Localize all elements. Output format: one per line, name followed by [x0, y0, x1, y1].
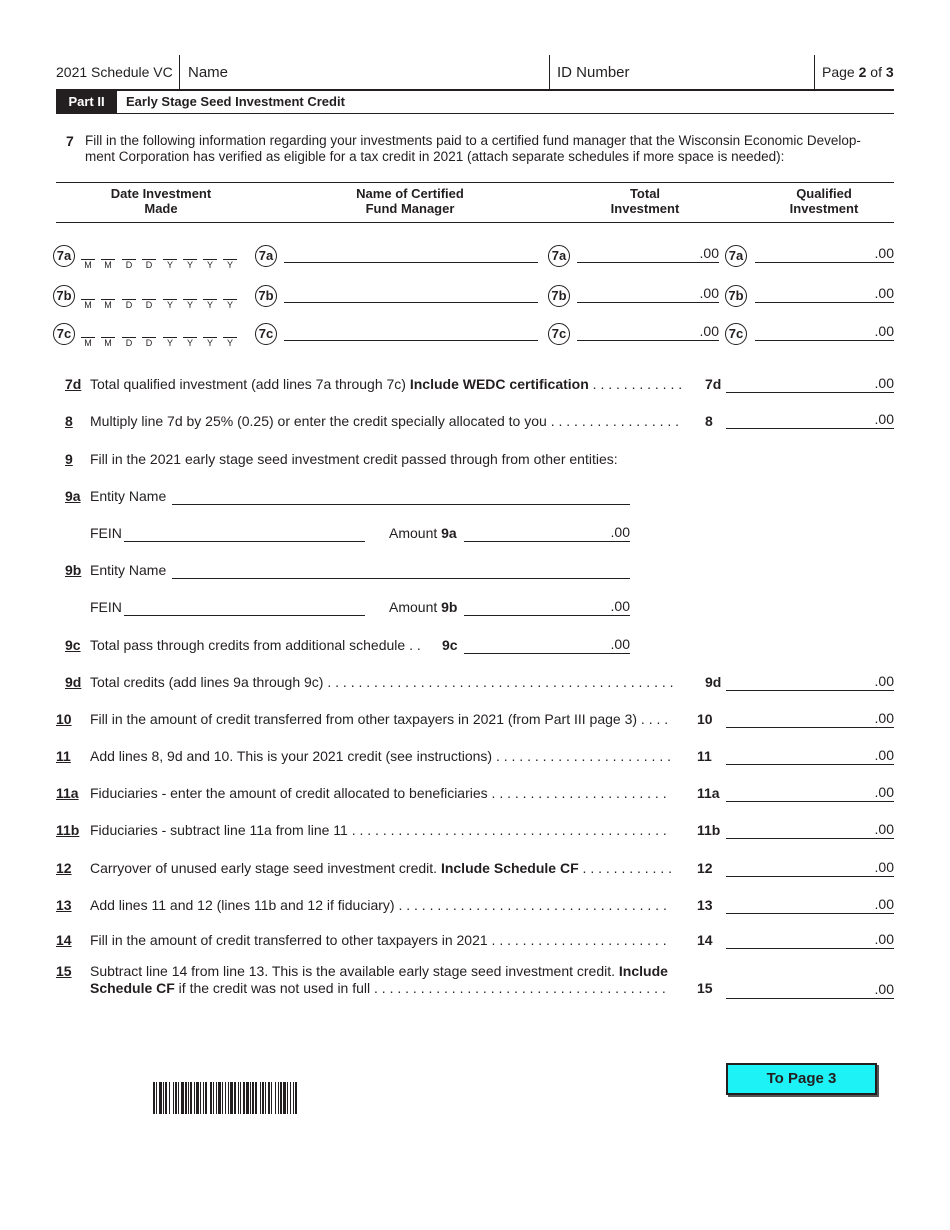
row-7c-total-cents: .00	[699, 323, 719, 339]
line-14-cents: .00	[874, 931, 894, 947]
line-8-number: 8	[65, 413, 73, 429]
line-9b-amount-label: Amount 9b	[389, 599, 458, 615]
line-13-ref: 13	[697, 897, 713, 913]
line-9a-cents: .00	[610, 524, 630, 540]
date-digit-box[interactable]	[163, 291, 177, 300]
row-7c-qualified-investment-field[interactable]	[755, 322, 894, 341]
to-page-3-button[interactable]: To Page 3	[726, 1063, 877, 1095]
row-7a-total-circle: 7a	[548, 245, 570, 267]
line-9c-ref: 9c	[442, 637, 458, 653]
line-11a-number: 11a	[56, 785, 79, 801]
line-15-number: 15	[56, 963, 72, 979]
line-9c-number: 9c	[65, 637, 81, 653]
date-format-letter: Y	[186, 260, 193, 270]
page-indicator: Page 2 of 3	[822, 64, 894, 80]
line-10-text: Fill in the amount of credit transferred from other taxpayers in 2021 (from Part III page 3) . . . .	[90, 711, 669, 727]
line-9b-number: 9b	[65, 562, 82, 578]
date-digit-box[interactable]	[101, 291, 115, 300]
line-14-amount-field[interactable]	[726, 930, 894, 949]
line-15-text-2: Schedule CF if the credit was not used in full . . . . . . . . . . . . . . . . . . . . . . . . . . . . . . . . . . . . . .	[90, 980, 666, 996]
row-7a-date-circle: 7a	[53, 245, 75, 267]
line-12-cents: .00	[874, 859, 894, 875]
date-digit-box[interactable]	[223, 329, 237, 338]
date-digit-box[interactable]	[142, 251, 156, 260]
line-13-number: 13	[56, 897, 72, 913]
row-7a-qualified-circle: 7a	[725, 245, 747, 267]
date-digit-box[interactable]	[183, 251, 197, 260]
line-7d-number: 7d	[65, 376, 82, 392]
date-format-letter: M	[84, 260, 92, 270]
form-name: 2021 Schedule VC	[56, 64, 173, 80]
date-digit-box[interactable]	[163, 329, 177, 338]
date-format-letter: M	[104, 260, 112, 270]
date-digit-box[interactable]	[81, 329, 95, 338]
date-digit-box[interactable]	[163, 251, 177, 260]
line-13-cents: .00	[874, 896, 894, 912]
line-9b-entity-input[interactable]	[172, 560, 630, 579]
date-digit-box[interactable]	[142, 291, 156, 300]
line-9b-fein-input[interactable]	[124, 597, 365, 616]
line-11-cents: .00	[874, 747, 894, 763]
line-7d-amount-field[interactable]	[726, 374, 894, 393]
line-11a-cents: .00	[874, 784, 894, 800]
line-9c-text: Total pass through credits from additional schedule . .	[90, 637, 421, 653]
row-7b-total-investment-field[interactable]	[577, 284, 719, 303]
date-format-letter: Y	[226, 338, 233, 348]
line-9a-entity-label: Entity Name	[90, 488, 167, 504]
date-format-letter: Y	[166, 260, 173, 270]
line-7-text-2: ment Corporation has verified as eligible for a tax credit in 2021 (attach separate schedules if more space is needed):	[85, 149, 785, 164]
line-8-ref: 8	[705, 413, 713, 429]
line-9b-amount-field[interactable]	[464, 597, 630, 616]
line-7d-ref: 7d	[705, 376, 722, 392]
row-7b-date-circle: 7b	[53, 285, 75, 307]
line-9b-fein-label: FEIN	[90, 599, 122, 615]
date-format-letter: M	[104, 338, 112, 348]
line-15-amount-field[interactable]	[726, 980, 894, 999]
date-format-letter: Y	[226, 260, 233, 270]
date-digit-box[interactable]	[122, 251, 136, 260]
line-9d-cents: .00	[874, 673, 894, 689]
date-format-letter: Y	[166, 338, 173, 348]
line-9a-fein-input[interactable]	[124, 523, 365, 542]
line-9d-number: 9d	[65, 674, 82, 690]
row-7b-manager-circle: 7b	[255, 285, 277, 307]
date-format-letter: M	[84, 338, 92, 348]
date-format-letter: M	[104, 300, 112, 310]
line-9a-entity-input[interactable]	[172, 486, 630, 505]
barcode	[153, 1082, 448, 1114]
line-8-cents: .00	[874, 411, 894, 427]
line-11a-text: Fiduciaries - enter the amount of credit allocated to beneficiaries . . . . . . . . . . . . . . . . . . . . . . .	[90, 785, 667, 801]
row-7b-fund-manager-input[interactable]	[284, 284, 538, 303]
line-9a-number: 9a	[65, 488, 81, 504]
row-7c-qualified-cents: .00	[874, 323, 894, 339]
date-format-letter: M	[84, 300, 92, 310]
line-9b-cents: .00	[610, 598, 630, 614]
line-9-number: 9	[65, 451, 73, 467]
row-7a-qualified-investment-field[interactable]	[755, 244, 894, 263]
line-9a-amount-label: Amount 9a	[389, 525, 457, 541]
date-format-letter: D	[125, 260, 133, 270]
name-input[interactable]	[182, 58, 546, 88]
row-7a-fund-manager-input[interactable]	[284, 244, 538, 263]
part-bar	[56, 91, 894, 114]
row-7a-total-cents: .00	[699, 245, 719, 261]
line-9c-cents: .00	[610, 636, 630, 652]
line-11a-amount-field[interactable]	[726, 783, 894, 802]
date-digit-box[interactable]	[203, 291, 217, 300]
row-7b-qualified-cents: .00	[874, 285, 894, 301]
row-7c-total-investment-field[interactable]	[577, 322, 719, 341]
date-digit-box[interactable]	[223, 251, 237, 260]
line-9-text: Fill in the 2021 early stage seed investment credit passed through from other entities:	[90, 451, 618, 467]
line-8-text: Multiply line 7d by 25% (0.25) or enter the credit specially allocated to you . . . . . . . . . . . . . . . . .	[90, 413, 680, 429]
line-9d-text: Total credits (add lines 9a through 9c) . . . . . . . . . . . . . . . . . . . . . . . . . . . . . . . . . . . . . . . . . . . . .	[90, 674, 674, 690]
line-11b-cents: .00	[874, 821, 894, 837]
date-digit-box[interactable]	[122, 329, 136, 338]
line-9d-amount-field[interactable]	[726, 672, 894, 691]
line-11-amount-field[interactable]	[726, 746, 894, 765]
line-11b-text: Fiduciaries - subtract line 11a from line 11 . . . . . . . . . . . . . . . . . . . . . . . . . . . . . . . . . . . . . . . . .	[90, 822, 667, 838]
date-digit-box[interactable]	[223, 291, 237, 300]
date-format-letter: D	[145, 260, 153, 270]
date-format-letter: Y	[206, 300, 213, 310]
date-format-letter: Y	[166, 300, 173, 310]
line-8-amount-field[interactable]	[726, 410, 894, 429]
line-14-number: 14	[56, 932, 72, 948]
date-format-letter: D	[125, 300, 133, 310]
line-11a-ref: 11a	[697, 785, 720, 801]
date-digit-box[interactable]	[183, 329, 197, 338]
line-13-amount-field[interactable]	[726, 895, 894, 914]
row-7c-manager-circle: 7c	[255, 323, 277, 345]
row-7c-date-circle: 7c	[53, 323, 75, 345]
date-digit-box[interactable]	[81, 251, 95, 260]
row-7a-manager-circle: 7a	[255, 245, 277, 267]
date-format-letter: D	[145, 300, 153, 310]
line-10-amount-field[interactable]	[726, 709, 894, 728]
date-format-letter: Y	[186, 338, 193, 348]
date-format-letter: D	[145, 338, 153, 348]
line-11-ref: 11	[697, 748, 712, 764]
date-digit-box[interactable]	[142, 329, 156, 338]
date-digit-box[interactable]	[101, 329, 115, 338]
date-format-letter: Y	[186, 300, 193, 310]
id-number-label: ID Number	[557, 64, 630, 81]
line-7-text-1: Fill in the following information regarding your investments paid to a certified fund manager that the Wisconsin Economic Develop-	[85, 133, 861, 148]
line-9b-entity-label: Entity Name	[90, 562, 167, 578]
date-format-letter: Y	[206, 338, 213, 348]
row-7a-qualified-cents: .00	[874, 245, 894, 261]
row-7a-total-investment-field[interactable]	[577, 244, 719, 263]
date-digit-box[interactable]	[203, 251, 217, 260]
line-15-text-1: Subtract line 14 from line 13. This is the available early stage seed investment credit. Include	[90, 963, 668, 979]
line-10-ref: 10	[697, 711, 713, 727]
line-14-text: Fill in the amount of credit transferred to other taxpayers in 2021 . . . . . . . . . . . . . . . . . . . . . . .	[90, 932, 667, 948]
row-7b-qualified-circle: 7b	[725, 285, 747, 307]
line-9c-amount-field[interactable]	[464, 635, 630, 654]
date-format-letter: Y	[206, 260, 213, 270]
line-9a-fein-label: FEIN	[90, 525, 122, 541]
date-format-letter: Y	[226, 300, 233, 310]
col-fund-manager-header: Name of Certified Fund Manager	[356, 186, 464, 216]
date-digit-box[interactable]	[101, 251, 115, 260]
line-10-cents: .00	[874, 710, 894, 726]
date-digit-box[interactable]	[183, 291, 197, 300]
part-title: Early Stage Seed Investment Credit	[126, 94, 345, 109]
date-digit-box[interactable]	[122, 291, 136, 300]
line-11-text: Add lines 8, 9d and 10. This is your 2021 credit (see instructions) . . . . . . . . . . . . . . . . . . . . . . .	[90, 748, 672, 764]
date-digit-box[interactable]	[203, 329, 217, 338]
row-7c-total-circle: 7c	[548, 323, 570, 345]
line-9d-ref: 9d	[705, 674, 722, 690]
line-14-ref: 14	[697, 932, 713, 948]
line-12-text: Carryover of unused early stage seed investment credit. Include Schedule CF . . . . . . . . . . . .	[90, 860, 673, 876]
name-label: Name	[188, 64, 229, 81]
line-11b-ref: 11b	[697, 822, 721, 838]
line-12-ref: 12	[697, 860, 713, 876]
row-7c-fund-manager-input[interactable]	[284, 322, 538, 341]
line-13-text: Add lines 11 and 12 (lines 11b and 12 if fiduciary) . . . . . . . . . . . . . . . . . . . . . . . . . . . . . . . . . . .	[90, 897, 667, 913]
line-11-number: 11	[56, 748, 71, 764]
line-7d-text: Total qualified investment (add lines 7a through 7c) Include WEDC certification . . . . . . . . . . . .	[90, 376, 683, 392]
col-date-header: Date Investment Made	[110, 186, 212, 216]
col-qualified-header: Qualified Investment	[789, 186, 859, 216]
line-15-ref: 15	[697, 980, 713, 996]
date-format-letter: D	[125, 338, 133, 348]
line-12-amount-field[interactable]	[726, 858, 894, 877]
date-digit-box[interactable]	[81, 291, 95, 300]
line-7-number: 7	[66, 133, 74, 149]
col-total-header: Total Investment	[610, 186, 680, 216]
line-11b-number: 11b	[56, 822, 80, 838]
line-9a-amount-field[interactable]	[464, 523, 630, 542]
line-12-number: 12	[56, 860, 72, 876]
id-number-input[interactable]	[552, 58, 810, 88]
line-7d-cents: .00	[874, 375, 894, 391]
row-7b-total-circle: 7b	[548, 285, 570, 307]
part-tag: Part II	[56, 91, 117, 113]
row-7b-qualified-investment-field[interactable]	[755, 284, 894, 303]
row-7c-qualified-circle: 7c	[725, 323, 747, 345]
line-11b-amount-field[interactable]	[726, 820, 894, 839]
line-15-cents: .00	[874, 981, 894, 997]
line-10-number: 10	[56, 711, 72, 727]
row-7b-total-cents: .00	[699, 285, 719, 301]
